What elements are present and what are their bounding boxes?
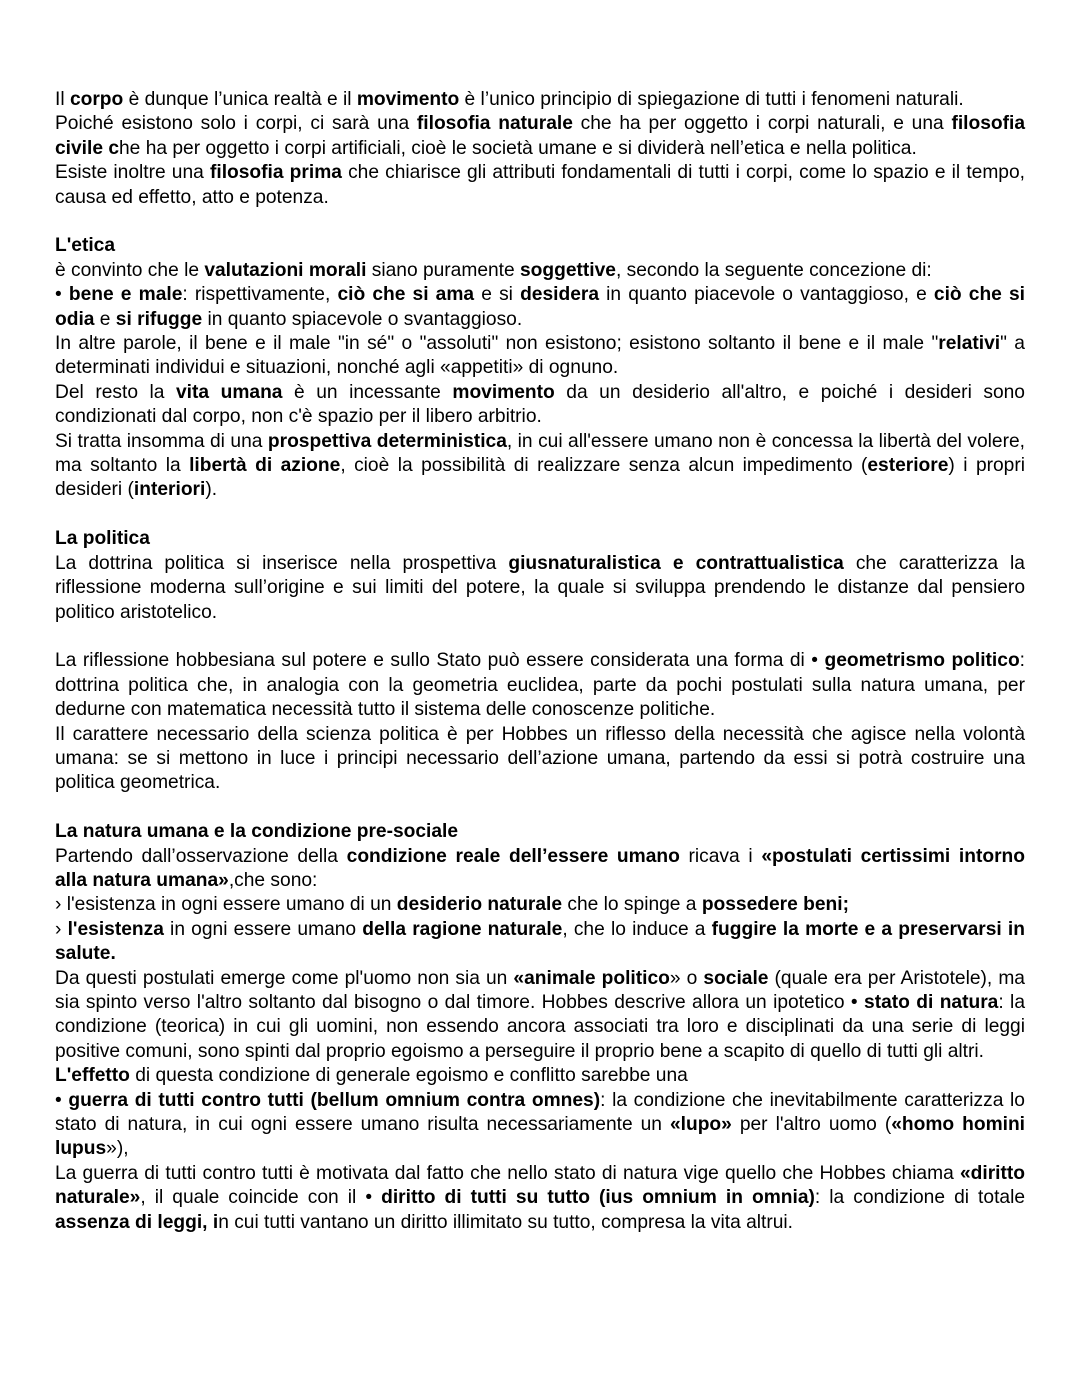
bold-text: filosofia prima [209,162,342,184]
bold-text: corpo [69,89,124,110]
paragraph: Il carattere necessario della scienza politica è per Hobbes un riflesso della necessità che agisce nella volontà umana: se si mettono in luce i principi necessario dell’azione umana, partendo da essi si potrà costruire una politica geometrica. [55,723,1025,794]
paragraph: Esiste inoltre una filosofia prima che chiarisce gli attributi fondamentali di tutti i corpi, come lo spazio e il tempo, causa ed effetto, atto e potenza. [55,162,1025,208]
paragraph: La riflessione hobbesiana sul potere e sullo Stato può essere considerata una forma di • geometrismo politico: dottrina politica che, in analogia con la geometria euclidea, parte da pochi postulati sulla natura umana, per dedurne con matematica necessità tutto il sistema delle conoscenze politiche. [55,650,1026,721]
bold-text: L'effetto [55,1065,130,1087]
section-heading-etica: L'etica [55,235,116,257]
document-page [55,88,1025,1235]
bold-text: «postulati certissimi intorno alla natura umana» [55,845,1025,891]
bold-text: sociale [703,967,769,989]
paragraph: Si tratta insomma di una prospettiva deterministica, in cui all'essere umano non è concessa la libertà del volere, ma soltanto la libertà di azione, cioè la possibilità di realizzare senza alcun impedimento (esteriore) i propri desideri (interiori). [55,430,1025,501]
bold-text: filosofia civile c [55,113,1026,159]
intro-section [55,88,1025,210]
bold-text: movimento [452,381,555,403]
bold-text: interiori [133,479,206,501]
bold-text: «lupo» [669,1114,732,1135]
bold-text: desiderio naturale [396,894,563,916]
paragraph: In altre parole, il bene e il male "in sé" o "assoluti" non esistono; esistono soltanto il bene e il male "relativi" a determinati individui e situazioni, nonché agli «appetiti» di ognuno. [55,333,1025,379]
bold-text: diritto di tutti su tutto (ius omnium in omnia) [381,1187,815,1209]
paragraph: Partendo dall’osservazione della condizione reale dell’essere umano ricava i «postulati certissimi intorno alla natura umana»,che sono: [55,845,1025,891]
spacer [55,503,1025,527]
paragraph: • bene e male: rispettivamente, ciò che si ama e si desidera in quanto piacevole o vantaggioso, e ciò che si odia e si rifugge in quanto spiacevole o svantaggioso. [55,284,1025,330]
natura-section [55,820,1025,1235]
bold-text: stato di natura [864,991,999,1013]
bold-text: filosofia naturale [416,113,573,135]
bold-text: della ragione naturale [362,918,563,940]
spacer [55,210,1025,234]
bold-text: geometrismo politico [824,650,1020,672]
etica-section [55,234,1025,502]
bold-text: «animale politico [513,967,670,989]
paragraph: › l'esistenza in ogni essere umano di un desiderio naturale che lo spinge a possedere beni; [55,894,849,916]
bold-text: libertà di azione [189,455,341,477]
bold-text: vita umana [176,381,283,403]
spacer [55,796,1025,820]
paragraph: è convinto che le valutazioni morali siano puramente soggettive, secondo la seguente concezione di: [55,259,932,281]
politica-section [55,527,1025,795]
bold-text: relativi [938,333,1001,355]
bold-text: soggettive [520,259,616,281]
bold-text: assenza di leggi, [55,1211,208,1233]
bold-text: l'esistenza [67,918,164,940]
bold-text: giusnaturalistica e contrattualistica [508,552,844,574]
bold-text: condizione reale dell’essere umano [346,845,680,867]
bold-text: desidera [520,284,600,306]
bold-text: «diritto naturale» [55,1162,1025,1209]
paragraph: L'effetto di questa condizione di generale egoismo e conflitto sarebbe una [55,1065,688,1087]
paragraph: Poiché esistono solo i corpi, ci sarà una filosofia naturale che ha per oggetto i corpi naturali, e una filosofia civile che ha per oggetto i corpi artificiali, cioè le società umane e si dividerà nell’etica e nella politica. [55,113,1026,159]
paragraph: › l'esistenza in ogni essere umano della ragione naturale, che lo induce a fuggire la morte e a preservarsi in salute. [55,918,1025,965]
paragraph: • guerra di tutti contro tutti (bellum omnium contra omnes): la condizione che inevitabilmente caratterizza lo stato di natura, in cui ogni essere umano risulta necessariamente un «lupo» per l'altro uomo («homo homini lupus»), [55,1089,1026,1160]
spacer [55,625,1025,649]
paragraph: Da questi postulati emerge come pl'uomo non sia un «animale politico» o sociale (quale era per Aristotele), ma sia spinto verso l'altro soltanto dal bisogno o dal timore. Hobbes descrive allora un ipotetico • stato di natura: la condizione (teorica) in cui gli uomini, non essendo ancora associati tra loro e disciplinati da una serie di leggi positive comuni, sono spinti dal proprio egoismo a perseguire il proprio bene a scapito di quello di tutti gli altri. [55,967,1025,1062]
bold-text: prospettiva deterministica [267,430,507,452]
bold-text: si rifugge [115,308,203,330]
bold-text: guerra di tutti contro tutti (bellum omnium contra omnes) [68,1089,601,1111]
bold-text: i [212,1211,219,1233]
bold-text: ciò che si ama [337,284,475,306]
section-heading-natura: La natura umana e la condizione pre-sociale [55,821,459,843]
bold-text: fuggire la morte e a preservarsi in salute. [55,918,1025,965]
paragraph: Del resto la vita umana è un incessante movimento da un desiderio all'altro, e poiché i desideri sono condizionati dal corpo, non c'è spazio per il libero arbitrio. [55,381,1025,428]
paragraph: Il corpo è dunque l’unica realtà e il movimento è l’unico principio di spiegazione di tutti i fenomeni naturali. [55,89,964,110]
bold-text: «homo homini lupus [55,1114,1026,1160]
paragraph: La guerra di tutti contro tutti è motivata dal fatto che nello stato di natura vige quello che Hobbes chiama «diritto naturale», il quale coincide con il • diritto di tutti su tutto (ius omnium in omnia): la condizione di totale assenza di leggi, in cui tutti vantano un diritto illimitato su tutto, compresa la vita altrui. [55,1162,1025,1233]
bold-text: possedere beni; [701,894,849,916]
bold-text: valutazioni morali [204,259,367,281]
bold-text: esteriore [867,455,949,477]
bold-text: movimento [356,89,460,110]
bold-text: bene e male [68,284,183,306]
paragraph: La dottrina politica si inserisce nella prospettiva giusnaturalistica e contrattualistica che caratterizza la riflessione moderna sull’origine e sui limiti del potere, la quale si sviluppa prendendo le distanze dal pensiero politico aristotelico. [55,552,1025,623]
bold-text: ciò che si odia [55,284,1025,330]
section-heading-politica: La politica [55,528,150,550]
